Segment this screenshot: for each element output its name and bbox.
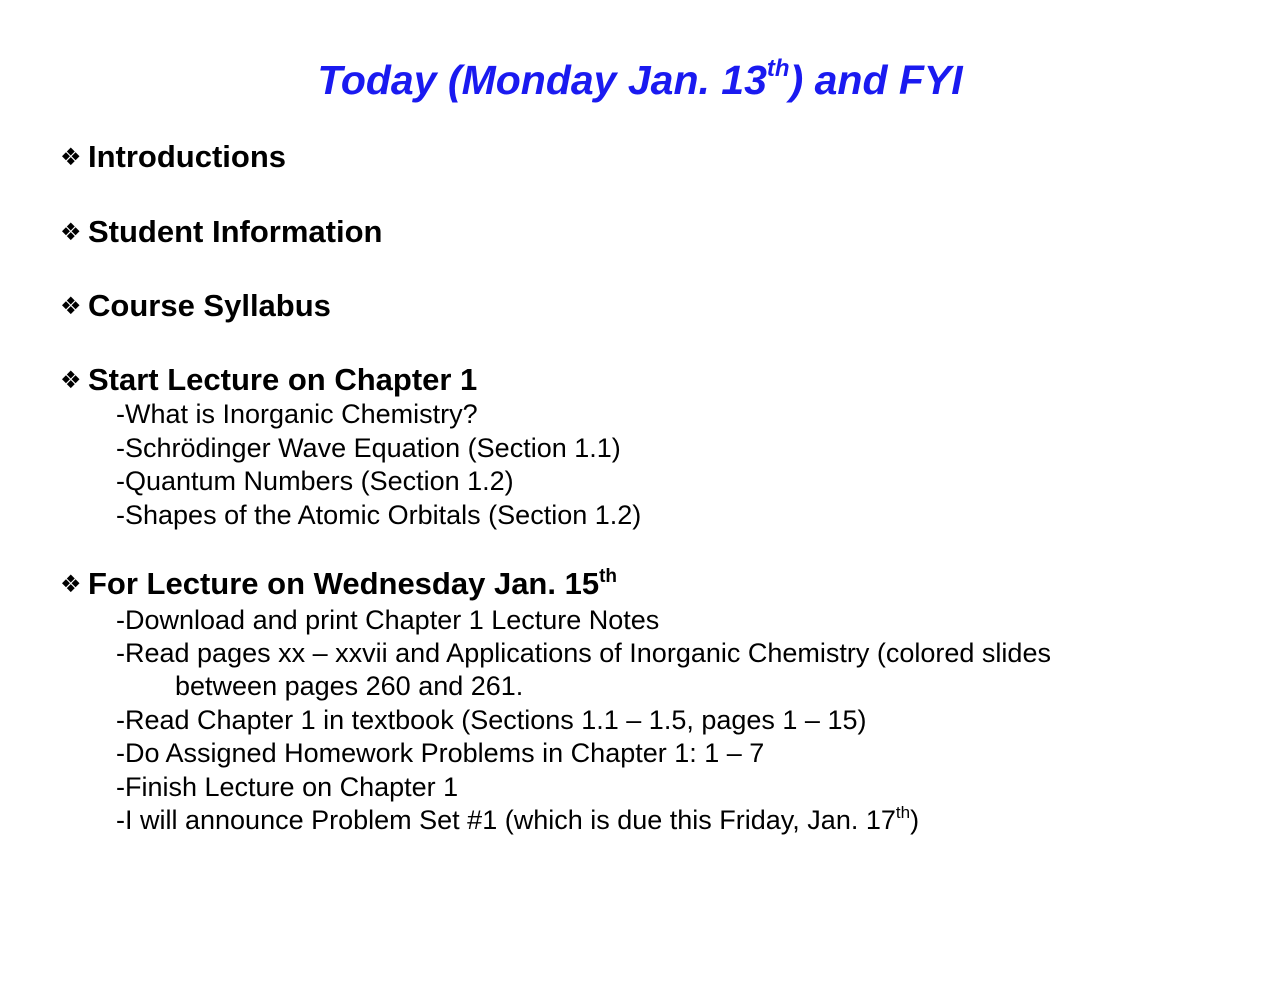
title-tail: ) and FYI: [789, 57, 963, 103]
bullet-student-information: [60, 212, 382, 253]
list-item-schrodinger: -Schrödinger Wave Equation (Section 1.1): [116, 433, 621, 463]
diamond-bullet-icon: ❖: [60, 367, 82, 394]
bullet-label: Introductions: [88, 139, 287, 174]
list-item-inorganic-chemistry: -What is Inorganic Chemistry?: [116, 399, 478, 429]
problem-set-text: -I will announce Problem Set #1 (which is due this Friday, Jan. 17: [116, 805, 896, 835]
list-item-finish-lecture: -Finish Lecture on Chapter 1: [116, 772, 459, 802]
diamond-bullet-icon: ❖: [60, 571, 82, 598]
bullet-label: Start Lecture on Chapter 1: [88, 362, 478, 397]
bullet-label: For Lecture on Wednesday Jan. 15: [88, 566, 600, 601]
bullet-course-syllabus: [60, 286, 331, 327]
list-item-homework: -Do Assigned Homework Problems in Chapter 1: 1 – 7: [116, 738, 765, 768]
bullet-label: Student Information: [88, 214, 383, 249]
bullet-wednesday-lecture: [60, 564, 617, 605]
bullet-introductions: [60, 137, 286, 178]
bullet-start-lecture: [60, 360, 477, 401]
list-item-download-notes: -Download and print Chapter 1 Lecture Notes: [116, 605, 660, 635]
bullet-sup: th: [599, 566, 618, 587]
list-item-quantum-numbers: -Quantum Numbers (Section 1.2): [116, 466, 514, 496]
diamond-bullet-icon: ❖: [60, 219, 82, 246]
list-item-read-pages: -Read pages xx – xxvii and Applications of Inorganic Chemistry (colored slides: [116, 638, 1051, 668]
list-item-atomic-orbitals: -Shapes of the Atomic Orbitals (Section 1.2): [116, 500, 642, 530]
title-sup: th: [766, 55, 790, 82]
title-main: Today (Monday Jan. 13: [317, 57, 767, 103]
list-item-read-chapter: -Read Chapter 1 in textbook (Sections 1.1 – 1.5, pages 1 – 15): [116, 705, 867, 735]
list-item-read-pages-cont: between pages 260 and 261.: [175, 671, 524, 701]
list-item-problem-set: [116, 804, 919, 837]
bullet-label: Course Syllabus: [88, 288, 331, 323]
diamond-bullet-icon: ❖: [60, 144, 82, 171]
problem-set-sup: th: [895, 803, 911, 822]
diamond-bullet-icon: ❖: [60, 293, 82, 320]
page-title: [0, 50, 1280, 110]
problem-set-tail: ): [910, 805, 920, 835]
